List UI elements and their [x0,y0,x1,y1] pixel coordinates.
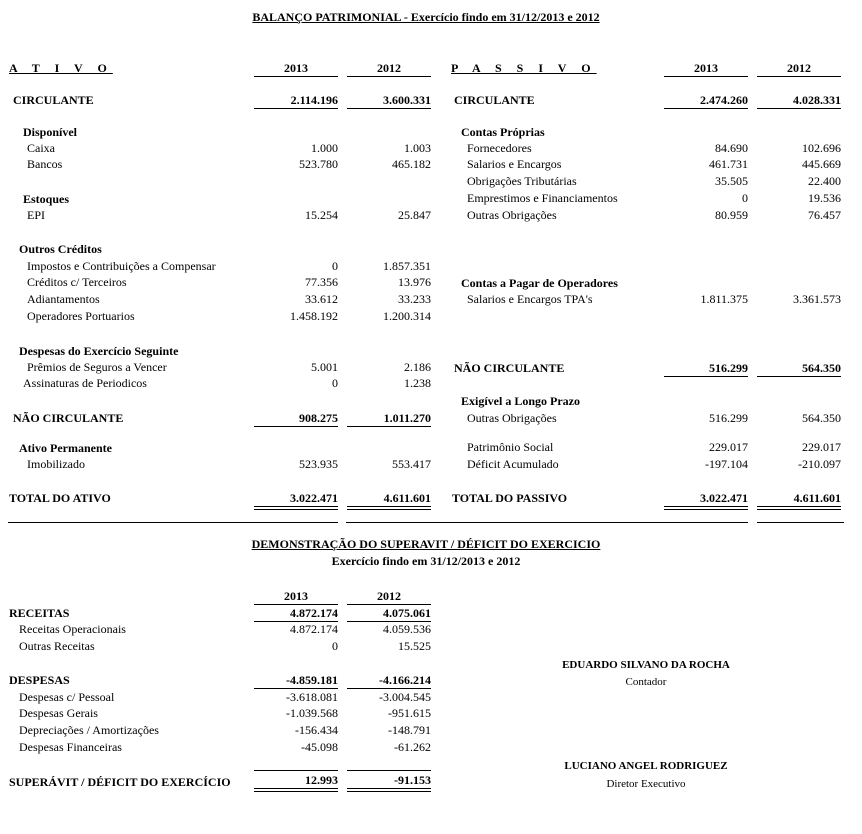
bancos-2012: 465.182 [392,157,431,171]
demo-year-2013: 2013 [284,589,308,603]
depreciacoes-label: Depreciações / Amortizações [19,723,159,737]
desp-gerais-2013: -1.039.568 [286,706,338,720]
signature-name-2: LUCIANO ANGEL RODRIGUEZ [564,760,728,772]
outras-obrig-lp-label: Outras Obrigações [467,411,557,425]
ativo-permanente-heading: Ativo Permanente [19,441,112,455]
desp-financeiras-label: Despesas Financeiras [19,740,122,754]
outros-creditos-heading: Outros Créditos [19,242,102,256]
passivo-header: P A S S I V O [451,61,597,75]
assinaturas-label: Assinaturas de Periodicos [23,376,147,390]
epi-label: EPI [27,208,45,222]
receitas-label: RECEITAS [9,606,70,620]
passivo-year-2013: 2013 [694,61,718,75]
deficit-2013: -197.104 [705,457,748,471]
outras-obrig-lp-2013: 516.299 [709,411,748,425]
depreciacoes-2012: -148.791 [388,723,431,737]
outras-obrig-label: Outras Obrigações [467,208,557,222]
premios-2013: 5.001 [311,360,338,374]
operadores-label: Operadores Portuarios [27,309,135,323]
signature-name-1: EDUARDO SILVANO DA ROCHA [562,659,730,671]
receitas-2013: 4.872.174 [290,606,338,620]
caixa-label: Caixa [27,141,55,155]
premios-label: Prêmios de Seguros a Vencer [27,360,167,374]
depreciacoes-2013: -156.434 [295,723,338,737]
resultado-2012: -91.153 [394,773,431,787]
contas-proprias-heading: Contas Próprias [461,125,545,139]
total-ativo-label: TOTAL DO ATIVO [9,491,111,505]
bancos-label: Bancos [27,157,63,171]
passivo-circulante-2012: 4.028.331 [793,93,841,107]
divider-right [757,522,844,523]
resultado-2013: 12.993 [305,773,338,787]
demo-year-2012: 2012 [377,589,401,603]
ativo-nao-circulante-2012: 1.011.270 [383,411,431,425]
patrimonio-2013: 229.017 [709,440,748,454]
obrigacoes-trib-2012: 22.400 [808,174,841,188]
signature-role-2: Diretor Executivo [606,778,686,790]
disponivel-heading: Disponível [23,125,78,139]
estoques-heading: Estoques [23,192,70,206]
ativo-year-2013: 2013 [284,61,308,75]
impostos-2013: 0 [332,259,338,273]
rec-operacionais-label: Receitas Operacionais [19,622,126,636]
fornecedores-2013: 84.690 [715,141,748,155]
operadores-2013: 1.458.192 [290,309,338,323]
signature-role-1: Contador [625,676,667,688]
caixa-2012: 1.003 [404,141,431,155]
imobilizado-label: Imobilizado [27,457,85,471]
salarios-2013: 461.731 [709,157,748,171]
despesas-2012: -4.166.214 [379,673,431,687]
emprestimos-2012: 19.536 [808,191,841,205]
imobilizado-2013: 523.935 [299,457,338,471]
rec-operacionais-2013: 4.872.174 [290,622,338,636]
outras-receitas-2012: 15.525 [398,639,431,653]
assinaturas-2013: 0 [332,376,338,390]
desp-financeiras-2012: -61.262 [394,740,431,754]
desp-pessoal-2013: -3.618.081 [286,690,338,704]
salarios-label: Salarios e Encargos [467,157,562,171]
obrigacoes-trib-label: Obrigações Tributárias [467,174,577,188]
passivo-nao-circulante-2012: 564.350 [802,361,841,375]
assinaturas-2012: 1.238 [404,376,431,390]
passivo-nao-circulante-2013: 516.299 [709,361,748,375]
caixa-2013: 1.000 [311,141,338,155]
salarios-2012: 445.669 [802,157,841,171]
exigivel-heading: Exigível a Longo Prazo [461,394,580,408]
adiantamentos-2012: 33.233 [398,292,431,306]
demonstracao-subtitle: Exercício findo em 31/12/2013 e 2012 [331,554,521,568]
ativo-header: A T I V O [9,61,113,75]
total-passivo-label: TOTAL DO PASSIVO [452,491,568,505]
total-ativo-2013: 3.022.471 [290,491,338,505]
passivo-nao-circulante-label: NÃO CIRCULANTE [454,361,565,375]
premios-2012: 2.186 [404,360,431,374]
passivo-circulante-2013: 2.474.260 [700,93,748,107]
outras-obrig-2012: 76.457 [808,208,841,222]
salarios-tpa-2013: 1.811.375 [700,292,748,306]
passivo-circulante-label: CIRCULANTE [454,93,535,107]
bancos-2013: 523.780 [299,157,338,171]
ativo-nao-circulante-label: NÃO CIRCULANTE [13,411,124,425]
total-passivo-2013: 3.022.471 [700,491,748,505]
ativo-year-2012: 2012 [377,61,401,75]
desp-gerais-label: Despesas Gerais [19,706,98,720]
imobilizado-2012: 553.417 [392,457,431,471]
impostos-label: Impostos e Contribuições a Compensar [27,259,216,273]
adiantamentos-2013: 33.612 [305,292,338,306]
desp-pessoal-label: Despesas c/ Pessoal [19,690,115,704]
salarios-tpa-label: Salarios e Encargos TPA's [467,292,593,306]
deficit-label: Déficit Acumulado [467,457,559,471]
ativo-circulante-label: CIRCULANTE [13,93,94,107]
despesas-label: DESPESAS [9,673,70,687]
total-passivo-2012: 4.611.601 [793,491,841,505]
operadores-2012: 1.200.314 [383,309,431,323]
rec-operacionais-2012: 4.059.536 [383,622,431,636]
obrigacoes-trib-2013: 35.505 [715,174,748,188]
patrimonio-2012: 229.017 [802,440,841,454]
emprestimos-2013: 0 [742,191,748,205]
desp-financeiras-2013: -45.098 [301,740,338,754]
resultado-label: SUPERÁVIT / DÉFICIT DO EXERCÍCIO [9,775,231,789]
despesas-2013: -4.859.181 [286,673,338,687]
ativo-circulante-2013: 2.114.196 [290,93,338,107]
ativo-nao-circulante-2013: 908.275 [299,411,338,425]
outras-receitas-2013: 0 [332,639,338,653]
contas-pagar-heading: Contas a Pagar de Operadores [461,276,618,290]
creditos-label: Créditos c/ Terceiros [27,275,127,289]
patrimonio-label: Patrimônio Social [467,440,554,454]
deficit-2012: -210.097 [798,457,841,471]
passivo-year-2012: 2012 [787,61,811,75]
outras-receitas-label: Outras Receitas [19,639,95,653]
desp-gerais-2012: -951.615 [388,706,431,720]
creditos-2013: 77.356 [305,275,338,289]
impostos-2012: 1.857.351 [383,259,431,273]
despesas-seguinte-heading: Despesas do Exercício Seguinte [19,344,179,358]
outras-obrig-2013: 80.959 [715,208,748,222]
divider-left [8,522,338,523]
adiantamentos-label: Adiantamentos [27,292,100,306]
salarios-tpa-2012: 3.361.573 [793,292,841,306]
creditos-2012: 13.976 [398,275,431,289]
outras-obrig-lp-2012: 564.350 [802,411,841,425]
page-title: BALANÇO PATRIMONIAL - Exercício findo em 31/12/2013 e 2012 [252,10,600,24]
emprestimos-label: Emprestimos e Financiamentos [467,191,618,205]
ativo-circulante-2012: 3.600.331 [383,93,431,107]
receitas-2012: 4.075.061 [383,606,431,620]
total-ativo-2012: 4.611.601 [383,491,431,505]
epi-2012: 25.847 [398,208,431,222]
divider-middle [346,522,748,523]
desp-pessoal-2012: -3.004.545 [379,690,431,704]
epi-2013: 15.254 [305,208,338,222]
demonstracao-title: DEMONSTRAÇÃO DO SUPERAVIT / DÉFICIT DO EXERCICIO [251,537,601,551]
fornecedores-label: Fornecedores [467,141,532,155]
fornecedores-2012: 102.696 [802,141,841,155]
